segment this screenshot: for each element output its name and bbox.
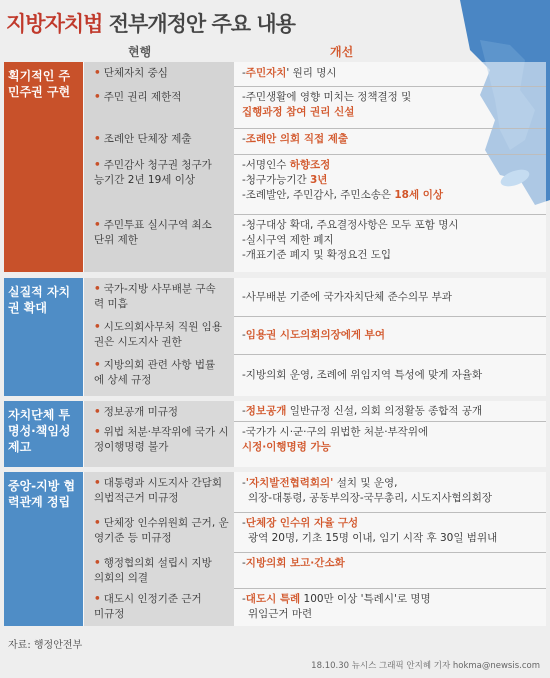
category-label: 획기적인 주민주권 구현 bbox=[4, 62, 83, 272]
section-autonomy-expansion bbox=[4, 278, 546, 396]
new-text: -주민자치' 원리 명시 bbox=[242, 67, 337, 79]
current-text: 단체장 인수위원회 근거, 운영기준 등 미규정 bbox=[94, 517, 229, 544]
table-row: • 조례안 단체장 제출 -조례안 의회 직접 제출 bbox=[84, 128, 546, 155]
current-text: 대도시 인정기준 근거 미규정 bbox=[94, 593, 202, 620]
table-row: • 시도의회사무처 직원 임용권은 시도지사 권한 -임용권 시도의회의장에게 부여 bbox=[84, 316, 546, 355]
graphic-credit: 18.10.30 뉴시스 그래픽 안지혜 기자 hokma@newsis.com bbox=[311, 661, 540, 671]
current-text: 지방의회 관련 사항 법률에 상세 규정 bbox=[94, 359, 216, 386]
new-text: -지방의회 보고·간소화 bbox=[242, 557, 345, 569]
current-text: 정보공개 미규정 bbox=[103, 406, 179, 418]
new-text: -정보공개 일반규정 신설, 의회 의정활동 종합적 공개 bbox=[242, 405, 483, 417]
current-text: 대통령과 시도지사 간담회의법적근거 미규정 bbox=[94, 477, 222, 504]
new-text: -조례안 의회 직접 제출 bbox=[242, 133, 349, 145]
table-row: • 단체장 인수위원회 근거, 운영기준 등 미규정 -단체장 인수위 자율 구성 광역 20명, 기초 15명 이내, 임기 시작 후 30일 범위내 bbox=[84, 512, 546, 553]
table-row: • 주민 권리 제한적 -주민생활에 영향 미치는 정책결정 및 집행과정 참여 권리 신설 bbox=[84, 86, 546, 129]
current-text: 주민 권리 제한적 bbox=[103, 91, 182, 103]
section-citizen-sovereignty bbox=[4, 62, 546, 272]
table-row: • 주민투표 실시구역 최소단위 제한 -청구대상 확대, 주요결정사항은 모두 포함 명시 -실시구역 제한 폐지 -개표기준 폐지 및 확정요건 도입 bbox=[84, 214, 546, 272]
new-text: -'자치발전협력회의' 설치 및 운영, 의장-대통령, 공동부의장-국무총리, 시도지사협의회장 bbox=[242, 477, 493, 504]
section-central-local-cooperation bbox=[4, 472, 546, 626]
current-text: 시도의회사무처 직원 임용권은 시도지사 권한 bbox=[94, 321, 222, 348]
new-text: -대도시 특례 100만 이상 '특례시'로 명명 위임근거 마련 bbox=[242, 593, 431, 620]
category-label: 자치단체 투명성·책임성 제고 bbox=[4, 401, 83, 467]
new-text: -서명인수 하향조정 -청구가능기간 3년 -조례발안, 주민감사, 주민소송은 18세 이상 bbox=[242, 159, 444, 201]
new-text: -지방의회 운영, 조례에 위임지역 특성에 맞게 자율화 bbox=[242, 369, 483, 381]
new-text: -국가가 시·군·구의 위법한 처분·부작위에 시정·이행명령 가능 bbox=[242, 426, 429, 453]
current-text: 단체자치 중심 bbox=[103, 67, 168, 79]
table-row: • 정보공개 미규정 -정보공개 일반규정 신설, 의회 의정활동 종합적 공개 bbox=[84, 401, 546, 422]
category-label: 중앙-지방 협력관계 정립 bbox=[4, 472, 83, 626]
table-row: • 대통령과 시도지사 간담회의법적근거 미규정 -'자치발전협력회의' 설치 및 운영, 의장-대통령, 공동부의장-국무총리, 시도지사협의회장 bbox=[84, 472, 546, 513]
new-text: -단체장 인수위 자율 구성 광역 20명, 기초 15명 이내, 임기 시작 후 30일 범위내 bbox=[242, 517, 498, 544]
table-row: • 주민감사 청구권 청구가능기간 2년 19세 이상 -서명인수 하향조정 -청구가능기간 3년 -조례발안, 주민감사, 주민소송은 18세 이상 bbox=[84, 154, 546, 215]
current-text: 주민감사 청구권 청구가능기간 2년 19세 이상 bbox=[94, 159, 212, 186]
section-transparency bbox=[4, 401, 546, 467]
column-header-new: 개선 bbox=[330, 45, 354, 59]
title-highlight: 지방자치법 bbox=[6, 12, 103, 36]
column-header-current: 현행 bbox=[128, 45, 152, 59]
new-text: -임용권 시도의회의장에게 부여 bbox=[242, 329, 385, 341]
table-row: • 단체자치 중심 -주민자치' 원리 명시 bbox=[84, 62, 546, 87]
table-row: • 대도시 인정기준 근거 미규정 -대도시 특례 100만 이상 '특례시'로 명명 위임근거 마련 bbox=[84, 588, 546, 626]
title-rest: 전부개정안 주요 내용 bbox=[102, 12, 295, 36]
source-note: 자료: 행정안전부 bbox=[8, 640, 83, 651]
new-text: -주민생활에 영향 미치는 정책결정 및 집행과정 참여 권리 신설 bbox=[242, 91, 412, 118]
table-row: • 위법 처분·부작위에 국가 시정이행명령 불가 -국가가 시·군·구의 위법한 처분·부작위에 시정·이행명령 가능 bbox=[84, 421, 546, 467]
current-text: 행정협의회 설립시 지방의회의 의결 bbox=[94, 557, 212, 584]
table-row: • 국가-지방 사무배분 구속력 미흡 -사무배분 기준에 국가자치단체 준수의무 부과 bbox=[84, 278, 546, 317]
current-text: 주민투표 실시구역 최소단위 제한 bbox=[94, 219, 212, 246]
table-row: • 지방의회 관련 사항 법률에 상세 규정 -지방의회 운영, 조례에 위임지역 특성에 맞게 자율화 bbox=[84, 354, 546, 396]
page-title bbox=[6, 8, 295, 38]
new-text: -사무배분 기준에 국가자치단체 준수의무 부과 bbox=[242, 291, 452, 303]
category-label: 실질적 자치권 확대 bbox=[4, 278, 83, 396]
new-text: -청구대상 확대, 주요결정사항은 모두 포함 명시 -실시구역 제한 폐지 -개표기준 폐지 및 확정요건 도입 bbox=[242, 219, 459, 261]
current-text: 국가-지방 사무배분 구속력 미흡 bbox=[94, 283, 216, 310]
current-text: 조례안 단체장 제출 bbox=[103, 133, 192, 145]
table-row: • 행정협의회 설립시 지방의회의 의결 -지방의회 보고·간소화 bbox=[84, 552, 546, 589]
current-text: 위법 처분·부작위에 국가 시정이행명령 불가 bbox=[94, 426, 229, 453]
